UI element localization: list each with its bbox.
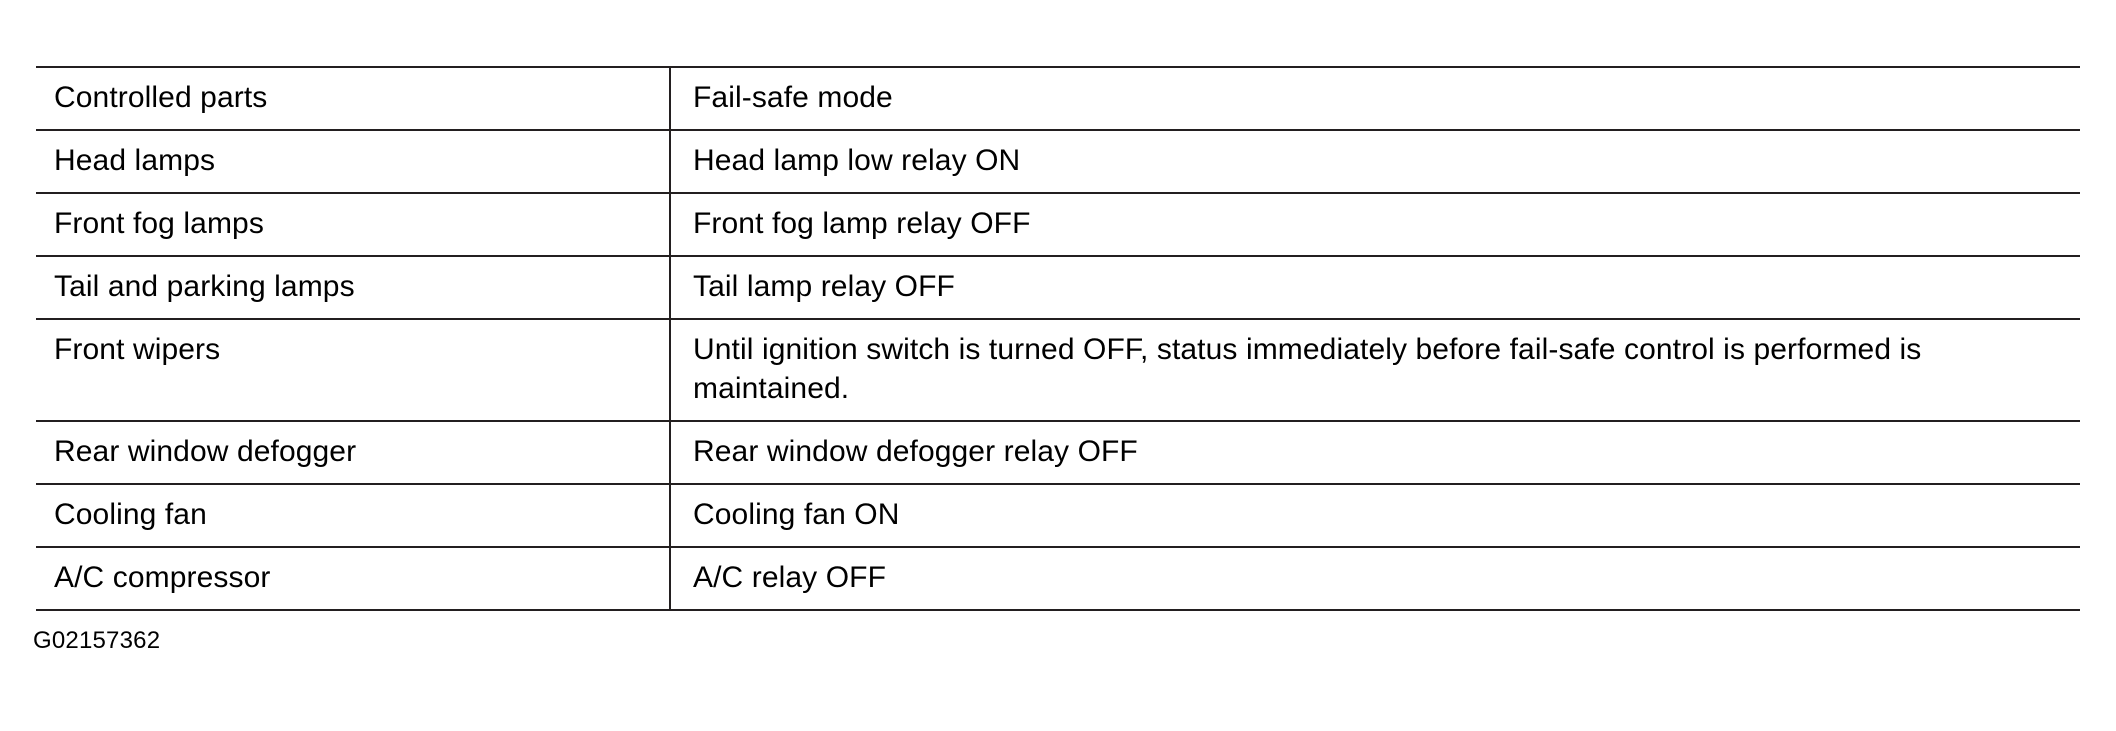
table-cell-mode: Rear window defogger relay OFF	[670, 421, 2080, 484]
table-cell-mode: Until ignition switch is turned OFF, status immediately before fail-safe control is performed is maintained.	[670, 319, 2080, 422]
table-body	[36, 67, 2080, 610]
figure-id-label: G02157362	[33, 627, 161, 654]
table-cell-part: Rear window defogger	[36, 421, 670, 484]
table-cell-mode: Tail lamp relay OFF	[670, 256, 2080, 319]
failsafe-table	[36, 66, 2080, 611]
table-cell-mode: A/C relay OFF	[670, 547, 2080, 610]
table-header-cell-controlled-parts: Controlled parts	[36, 67, 670, 130]
table-row	[36, 484, 2080, 547]
failsafe-table-container	[36, 66, 2080, 611]
table-cell-mode: Head lamp low relay ON	[670, 130, 2080, 193]
table-row	[36, 421, 2080, 484]
table-cell-part: Tail and parking lamps	[36, 256, 670, 319]
table-row	[36, 256, 2080, 319]
table-cell-part: A/C compressor	[36, 547, 670, 610]
table-cell-part: Head lamps	[36, 130, 670, 193]
table-cell-part: Front wipers	[36, 319, 670, 422]
table-header-cell-fail-safe-mode: Fail-safe mode	[670, 67, 2080, 130]
table-cell-part: Front fog lamps	[36, 193, 670, 256]
table-cell-mode: Cooling fan ON	[670, 484, 2080, 547]
table-row	[36, 547, 2080, 610]
table-row	[36, 193, 2080, 256]
table-cell-part: Cooling fan	[36, 484, 670, 547]
table-cell-mode: Front fog lamp relay OFF	[670, 193, 2080, 256]
table-row	[36, 130, 2080, 193]
table-row	[36, 319, 2080, 422]
table-header-row	[36, 67, 2080, 130]
